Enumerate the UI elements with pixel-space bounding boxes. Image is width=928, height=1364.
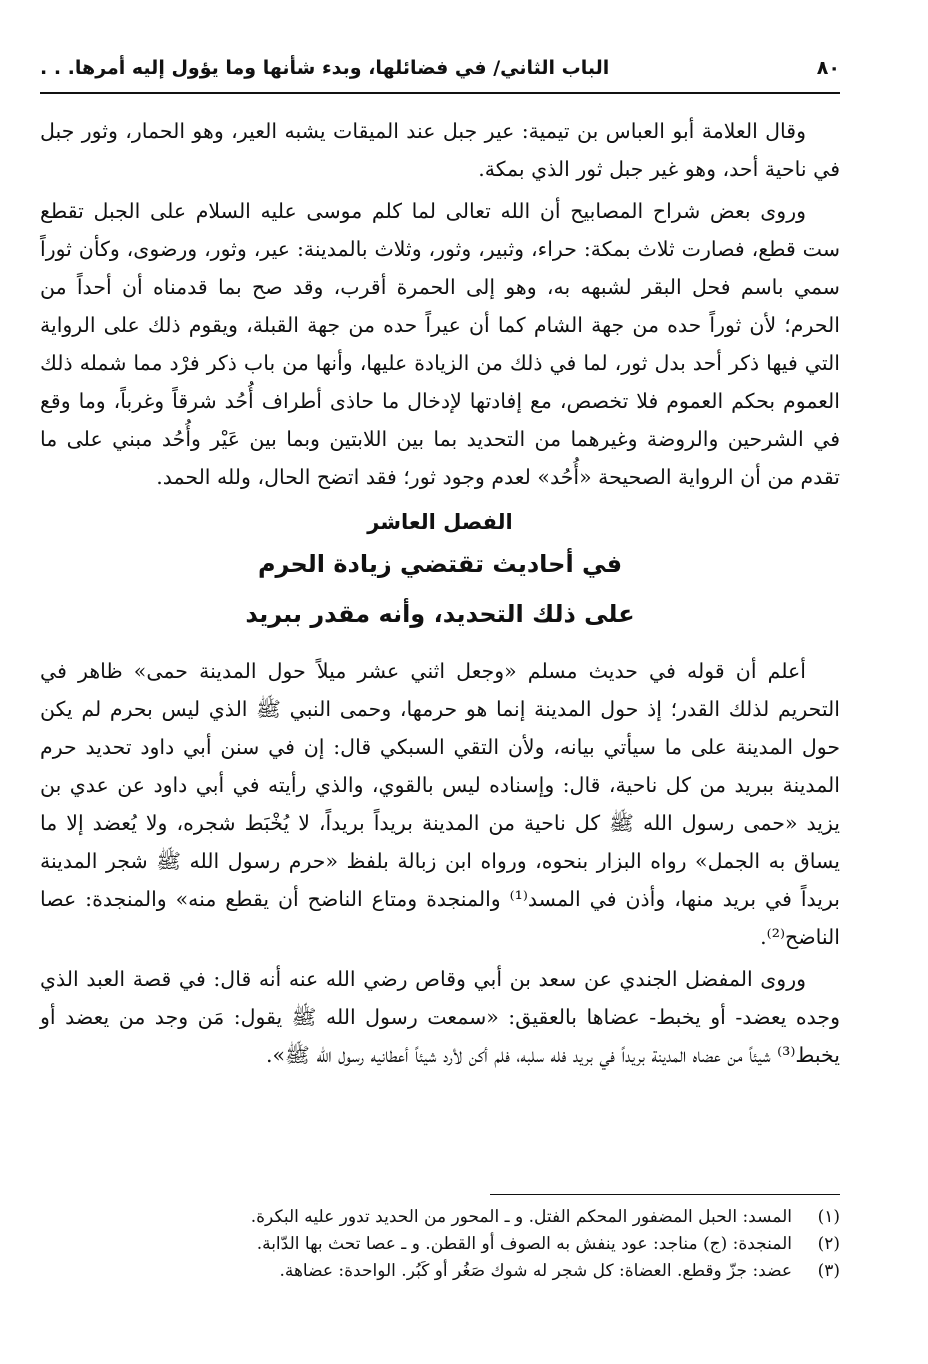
paragraph-saad-hadith: وروى المفضل الجندي عن سعد بن أبي وقاص رضي الله عنه أنه قال: في قصة العبد الذي وجده يعضد- أو يخبط- عضاها بالعقيق: «سمعت رسول الله ﷺ يقول: مَن وجد من يعضد أو يخبط⁽³⁾ شيئاً من عضاه المدينة بريداً في بريد فله سلبه، فلم أكن لأرد شيئاً أعطانيه رسول الله ﷺ».	[40, 967, 840, 1067]
footnote-3	[40, 1258, 840, 1285]
chapter-heading	[40, 502, 840, 642]
page-body	[40, 112, 840, 1078]
footnote-text: المنجدة: (ج) مناجد: عود ينفش به الصوف أو القطن. و ـ عصا تحث بها الدّابة.	[256, 1234, 792, 1254]
footnote-rule	[490, 1194, 840, 1195]
chapter-title: الفصل العاشر	[367, 510, 513, 534]
footnote-text: المسد: الحبل المضفور المحكم الفتل. و ـ المحور من الحديد تدور عليه البكرة.	[250, 1207, 792, 1227]
footnote-number: (١)	[817, 1207, 840, 1227]
page-header	[40, 48, 840, 88]
footnote-number: (٢)	[817, 1234, 840, 1254]
paragraph-muslim-hadith: أعلم أن قوله في حديث مسلم «وجعل اثني عشر ميلاً حول المدينة حمى» ظاهر في التحريم لذلك القدر؛ إذ حول المدينة إنما هو حرمها، وحمى النبي ﷺ الذي ليس بحرم لم يكن حول المدينة على ما سيأتي بيانه، ولأن التقي السبكي قال: إن في سنن أبي داود تحديد حرم المدينة ببريد من كل ناحية، قال: وإسناده ليس بالقوي، والذي رأيته في أبي داود عن عدي بن يزيد «حمى رسول الله ﷺ كل ناحية من المدينة بريداً بريداً، لا يُخْبَط شجره، ولا يُعضد إلا ما يساق به الجمل» رواه البزار بنحوه، ورواه ابن زبالة بلفظ «حرم رسول الله ﷺ شجر المدينة بريداً في بريد منها، وأذن في المسد⁽¹⁾ والمنجدة ومتاع الناضح أن يقطع منه» والمنجدة: عصا الناضح⁽²⁾.	[40, 659, 840, 949]
running-title: الباب الثاني/ في فضائلها، وبدء شأنها وما يؤول إليه أمرها. . .	[40, 57, 610, 79]
page-number: ٨٠	[816, 57, 840, 79]
header-rule	[40, 92, 840, 94]
chapter-subtitle-1: في أحاديث تقتضي زيادة الحرم	[257, 550, 623, 578]
paragraph-mountains: وروى بعض شراح المصابيح أن الله تعالى لما كلم موسى عليه السلام على الجبل تقطع ست قطع، فصارت ثلاث بمكة: حراء، وثبير، وثور، وثلاث بالمدينة: عير، وثور، ورضوى، وكأن ثوراً سمي باسم فحل البقر لشبهه به، وهو إلى الحمرة أقرب، وقد صح بما قدمناه أن أحداً من الحرم؛ لأن ثوراً حده من جهة الشام كما أن عيراً حده من جهة القبلة، ويقوم ذلك على الرواية التي فيها ذكر أحد بدل ثور، لما في ذلك من الزيادة عليها، وأنها من باب ذكر فرْد مما شمله ذلك العموم بحكم العموم فلا تخصص، مع إفادتها لإدخال ما حاذى أطراف أُحُد شرقاً وغرباً، وما وقع في الشرحين والروضة وغيرهما من التحديد بما بين اللابتين وبما بين عَيْر وأُحُد مبني على ما تقدم من أن الرواية الصحيحة «أُحُد» لعدم وجود ثور؛ فقد اتضح الحال، ولله الحمد.	[40, 199, 840, 489]
footnotes	[40, 1204, 840, 1285]
chapter-subtitle-2: على ذلك التحديد، وأنه مقدر ببريد	[245, 600, 635, 628]
footnote-1	[40, 1204, 840, 1231]
footnote-text: عضد: جزّ وقطع. العضاة: كل شجر له شوك صَغُر أو كَبُر. الواحدة: عضاهة.	[279, 1261, 792, 1281]
paragraph-ibn-taymiyyah: وقال العلامة أبو العباس بن تيمية: عير جبل عند الميقات يشبه العير، وهو الحمار، وثور جبل في ناحية أحد، وهو غير جبل ثور الذي بمكة.	[40, 119, 840, 181]
footnote-2	[40, 1231, 840, 1258]
footnote-number: (٣)	[817, 1261, 840, 1281]
